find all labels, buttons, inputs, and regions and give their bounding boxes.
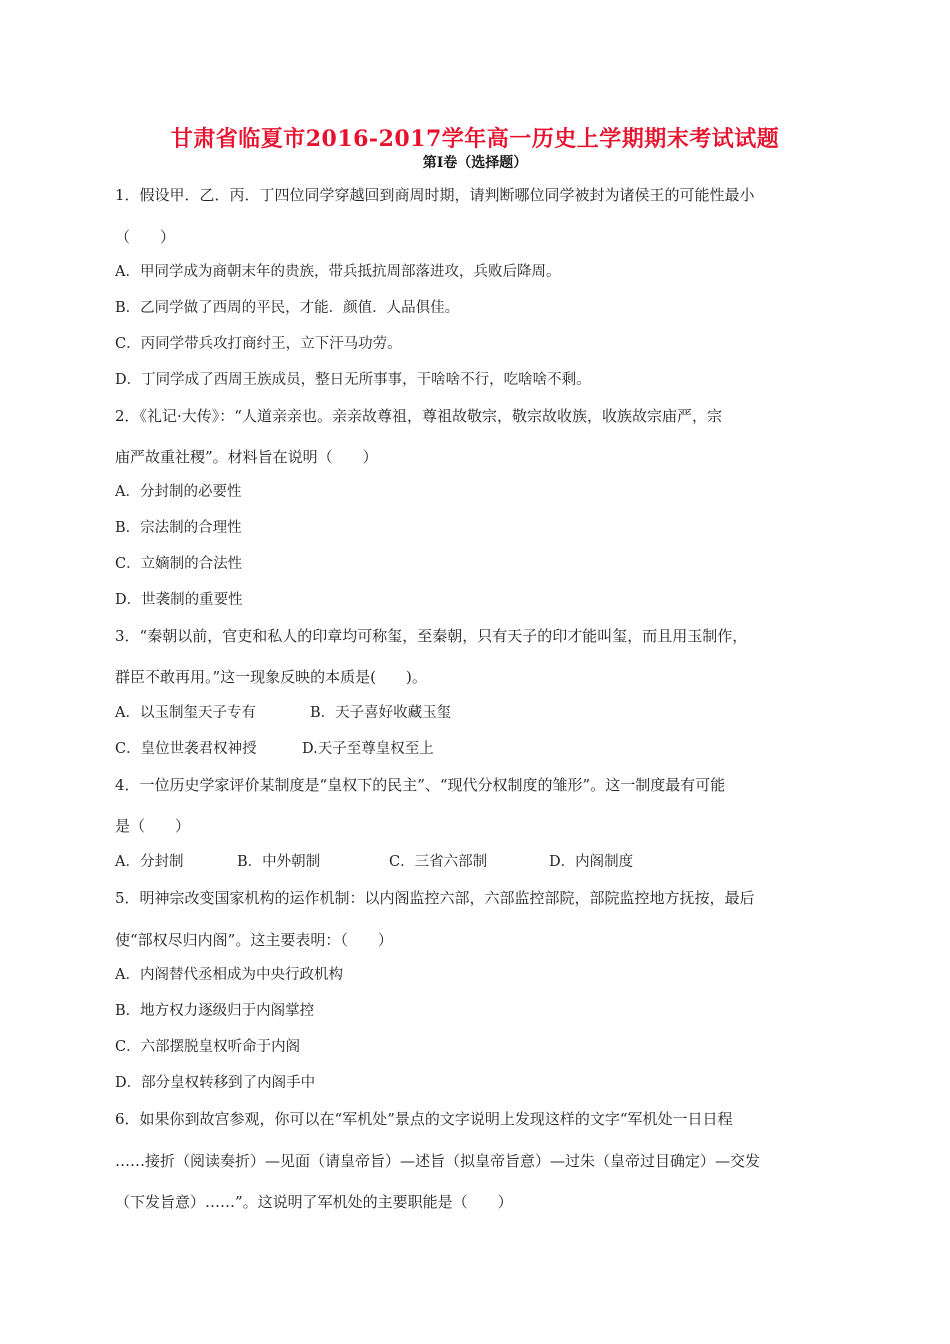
q3-stem-line-1: 3．“秦朝以前，官吏和私人的印章均可称玺，至秦朝，只有天子的印才能叫玺，而且用玉制作， (115, 627, 748, 645)
q3-option-a: A．以玉制玺天子专有 (115, 705, 256, 721)
q1-stem-line-2: （ ） (115, 228, 176, 246)
q4-options-row (115, 852, 633, 872)
q1-option-b: B．乙同学做了西周的平民，才能．颜值．人品俱佳。 (115, 300, 460, 316)
q2-option-c: C．立嫡制的合法性 (115, 556, 243, 572)
q4-option-a: A．分封制 (115, 854, 184, 870)
q2-option-a: A．分封制的必要性 (115, 484, 242, 500)
q4-stem-line-1: 4．一位历史学家评价某制度是“皇权下的民主”、“现代分权制度的雏形”。这一制度最有可能 (115, 776, 726, 794)
q4-option-d: D．内阁制度 (549, 854, 634, 870)
q2-option-b: B．宗法制的合理性 (115, 520, 242, 536)
q4-stem-line-2: 是（ ） (115, 817, 191, 835)
q2-option-d: D．世袭制的重要性 (115, 592, 243, 608)
q5-option-b: B．地方权力逐级归于内阁掌控 (115, 1003, 315, 1019)
q5-stem-line-1: 5．明神宗改变国家机构的运作机制：以内阁监控六部，六部监控部院，部院监控地方抚按，最后 (115, 889, 755, 907)
section-heading: 第Ⅰ卷（选择题） (422, 155, 528, 171)
q1-option-d: D．丁同学成了西周王族成员，整日无所事事，干啥啥不行，吃啥啥不剩。 (115, 372, 591, 388)
q1-option-c: C．丙同学带兵攻打商纣王，立下汗马功劳。 (115, 336, 402, 352)
q1-stem-line-1: 1．假设甲．乙．丙．丁四位同学穿越回到商周时期，请判断哪位同学被封为诸侯王的可能性最小 (115, 186, 755, 204)
q6-stem-line-3: （下发旨意）……”。这说明了军机处的主要职能是（ ） (115, 1193, 513, 1211)
q2-stem-line-2: 庙严故重社稷”。材料旨在说明（ ） (115, 448, 378, 466)
q5-option-d: D．部分皇权转移到了内阁手中 (115, 1075, 316, 1091)
q5-option-a: A．内阁替代丞相成为中央行政机构 (115, 967, 343, 983)
q1-option-a: A．甲同学成为商朝末年的贵族，带兵抵抗周部落进攻，兵败后降周。 (115, 264, 561, 280)
q6-stem-line-1: 6．如果你到故宫参观，你可以在“军机处”景点的文字说明上发现这样的文字“军机处一日日程 (115, 1110, 733, 1128)
q3-options-row-1 (115, 703, 451, 723)
q3-option-b: B．天子喜好收藏玉玺 (310, 705, 452, 721)
exam-title: 甘肃省临夏市2016-2017学年高一历史上学期期末考试试题 (170, 126, 780, 152)
q3-option-d: D.天子至尊皇权至上 (302, 741, 434, 757)
q4-option-c: C．三省六部制 (389, 854, 488, 870)
q3-options-row-2 (115, 739, 434, 759)
q6-stem-line-2: ……接折（阅读奏折）—见面（请皇帝旨）—述旨（拟皇帝旨意）—过朱（皇帝过目确定）—交发 (115, 1152, 761, 1170)
q5-stem-line-2: 使“部权尽归内阁”。这主要表明：（ ） (115, 931, 393, 949)
q2-stem-line-1: 2．《礼记·大传》：“人道亲亲也。亲亲故尊祖，尊祖故敬宗，敬宗故收族，收族故宗庙严，宗 (115, 407, 722, 425)
q3-option-c: C．皇位世袭君权神授 (115, 741, 257, 757)
q3-stem-line-2: 群臣不敢再用。”这一现象反映的本质是( )。 (115, 668, 427, 686)
q4-option-b: B．中外朝制 (237, 854, 321, 870)
q5-option-c: C．六部摆脱皇权听命于内阁 (115, 1039, 301, 1055)
